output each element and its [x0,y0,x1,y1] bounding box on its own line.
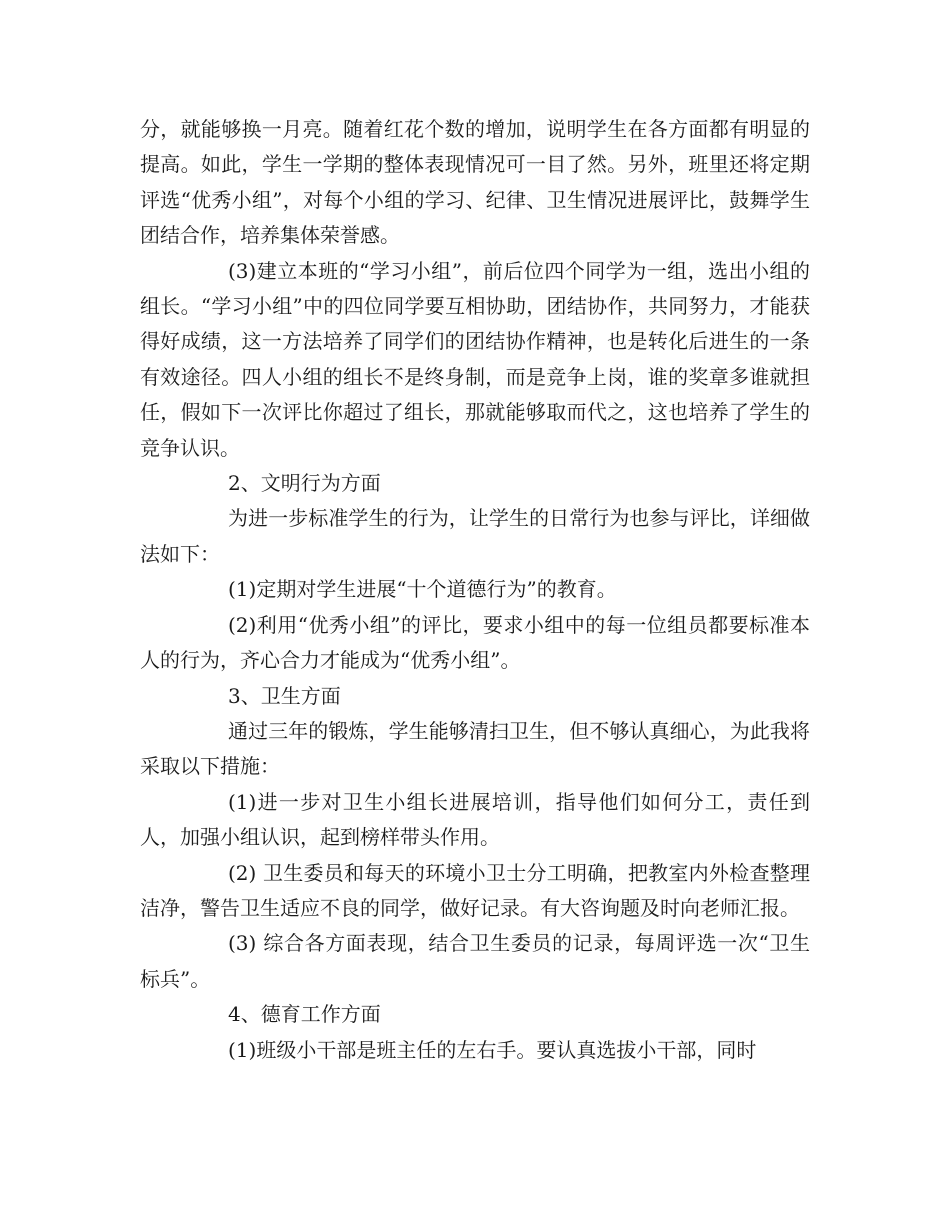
paragraph-4: 为进一步标准学生的行为，让学生的日常行为也参与评比，详细做法如下： [140,506,810,566]
paragraph-1: 分，就能够换一月亮。随着红花个数的增加，说明学生在各方面都有明显的提高。如此，学生一学期的整体表现情况可一目了然。另外，班里还将定期评选“优秀小组”，对每个小组的学习、纪律、卫生情况进展评比，鼓舞学生团结合作，培养集体荣誉感。 [140,117,810,248]
paragraph-11: (3) 综合各方面表现，结合卫生委员的记录，每周评选一次“卫生标兵”。 [140,931,810,991]
paragraph-10: (2) 卫生委员和每天的环境小卫士分工明确，把教室内外检查整理洁净，警告卫生适应不良的同学，做好记录。有大咨询题及时向老师汇报。 [140,860,810,920]
section-heading-civil-behavior: 2、文明行为方面 [228,471,381,496]
paragraph-5: (1)定期对学生进展“十个道德行为”的教育。 [228,577,617,602]
paragraph-13: (1)班级小干部是班主任的左右手。要认真选拔小干部，同时 [228,1037,757,1062]
section-heading-moral-education: 4、德育工作方面 [228,1002,381,1027]
section-heading-hygiene: 3、卫生方面 [228,683,341,708]
paragraph-9: (1)进一步对卫生小组长进展培训，指导他们如何分工，责任到人，加强小组认识，起到榜样带头作用。 [140,789,810,850]
paragraph-6: (2)利用“优秀小组”的评比，要求小组中的每一位组员都要标准本人的行为，齐心合力才能成为“优秀小组”。 [140,612,810,673]
paragraph-8: 通过三年的锻炼，学生能够清扫卫生，但不够认真细心，为此我将采取以下措施： [140,718,810,779]
document-body [140,112,810,1068]
paragraph-2: (3)建立本班的“学习小组”，前后位四个同学为一组，选出小组的组长。“学习小组”中的四位同学要互相协助，团结协作，共同努力，才能获得好成绩，这一方法培养了同学们的团结协作精神，也是转化后进生的一条有效途径。四人小组的组长不是终身制，而是竞争上岗，谁的奖章多谁就担任，假如下一次评比你超过了组长，那就能够取而代之，这也培养了学生的竞争认识。 [140,258,810,460]
